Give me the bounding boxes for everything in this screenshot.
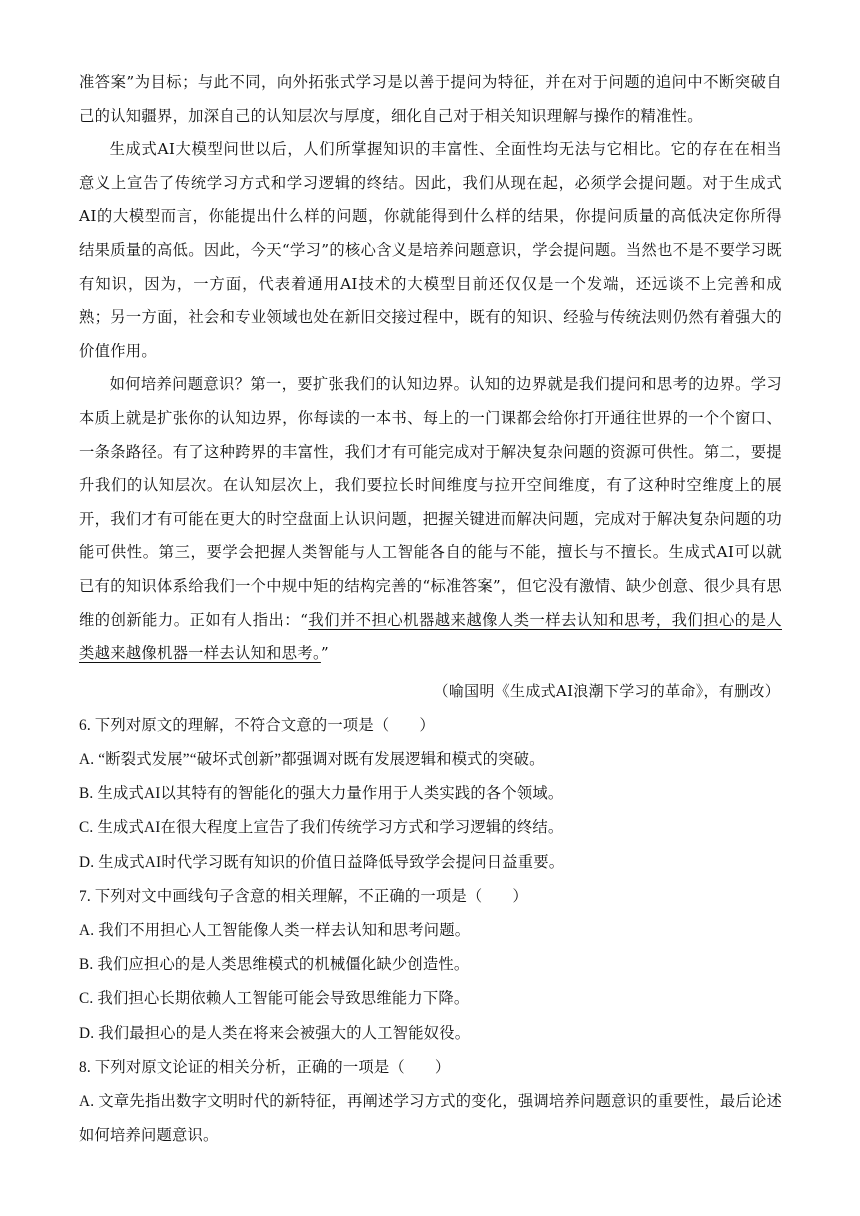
question-block	[79, 709, 782, 880]
question-stem	[79, 1051, 782, 1085]
question-stem-text: 8. 下列对原文论证的相关分析，正确的一项是（	[79, 1058, 405, 1076]
question-block	[79, 1051, 782, 1154]
reading-passage	[79, 66, 782, 671]
question-list	[79, 709, 782, 1154]
passage-paragraph: 生成式AI大模型问世以后，人们所掌握知识的丰富性、全面性均无法与它相比。它的存在在相当意义上宣告了传统学习方式和学习逻辑的终结。因此，我们从现在起，必须学会提问题。对于生成式AI的大模型而言，你能提出什么样的问题，你就能得到什么样的结果，你提问质量的高低决定你所得结果质量的高低。因此，今天“学习”的核心含义是培养问题意识，学会提问题。当然也不是不要学习既有知识，因为，一方面，代表着通用AI技术的大模型目前还仅仅是一个发端，还远谈不上完善和成熟；另一方面，社会和专业领域也处在新旧交接过程中，既有的知识、经验与传统法则仍然有着强大的价值作用。	[79, 140, 782, 360]
question-stem-text: 6. 下列对原文的理解，不符合文意的一项是（	[79, 716, 390, 734]
question-option: A. 我们不用担心人工智能像人类一样去认知和思考问题。	[79, 921, 471, 939]
passage-paragraph	[79, 368, 782, 670]
passage-source: （喻国明《生成式AI浪潮下学习的革命》，有删改）	[433, 681, 780, 700]
question-stem	[79, 709, 782, 743]
passage-paragraph: 准答案”为目标；与此不同，向外拓张式学习是以善于提问为特征，并在对于问题的追问中不断突破自己的认知疆界，加深自己的认知层次与厚度，细化自己对于相关知识理解与操作的精准性。	[79, 73, 782, 125]
question-option: D. 我们最担心的是人类在将来会被强大的人工智能奴役。	[79, 1024, 471, 1042]
question-stem-close: ）	[434, 1058, 451, 1076]
question-option: B. 我们应担心的是人类思维模式的机械僵化缺少创造性。	[79, 956, 470, 974]
question-option: A. 文章先指出数字文明时代的新特征，再阐述学习方式的变化，强调培养问题意识的重要性，最后论述如何培养问题意识。	[79, 1092, 782, 1145]
closing-quote-mark: ”	[320, 644, 330, 663]
question-stem	[79, 880, 782, 914]
question-option: B. 生成式AI以其特有的智能化的强大力量作用于人类实践的各个领域。	[79, 785, 564, 803]
question-option: C. 我们担心长期依赖人工智能可能会导致思维能力下降。	[79, 990, 470, 1008]
question-stem-close: ）	[419, 716, 435, 734]
underlined-quote: 我们并不担心机器越来越像人类一样去认知和思考，我们担心的是人类越来越像机器一样去认知和思考。	[79, 610, 782, 663]
question-stem-text: 7. 下列对文中画线句子含意的相关理解，不正确的一项是（	[79, 887, 483, 905]
question-block	[79, 880, 782, 1051]
question-option: D. 生成式AI时代学习既有知识的价值日益降低导致学会提问日益重要。	[79, 853, 565, 871]
paragraph-text: 如何培养问题意识？第一，要扩张我们的认知边界。认知的边界就是我们提问和思考的边界。学习本质上就是扩张你的认知边界，你每读的一本书、每上的一门课都会给你打开通往世界的一个个窗口、一条条路径。有了这种跨界的丰富性，我们才有可能完成对于解决复杂问题的资源可供性。第二，要提升我们的认知层次。在认知层次上，我们要拉长时间维度与拉开空间维度，有了这种时空维度上的展开，我们才有可能在更大的时空盘面上认识问题，把握关键进而解决问题，完成对于解决复杂问题的功能可供性。第三，要学会把握人类智能与人工智能各自的能与不能，擅长与不擅长。生成式AI可以就已有的知识体系给我们一个中规中矩的结构完善的“标准答案”，但它没有激情、缺少创意、很少具有思维的创新能力。正如有人指出：“	[79, 375, 782, 629]
question-stem-close: ）	[512, 887, 528, 905]
question-option: A. “断裂式发展”“破坏式创新”都强调对既有发展逻辑和模式的突破。	[79, 750, 545, 768]
question-option: C. 生成式AI在很大程度上宣告了我们传统学习方式和学习逻辑的终结。	[79, 819, 564, 837]
